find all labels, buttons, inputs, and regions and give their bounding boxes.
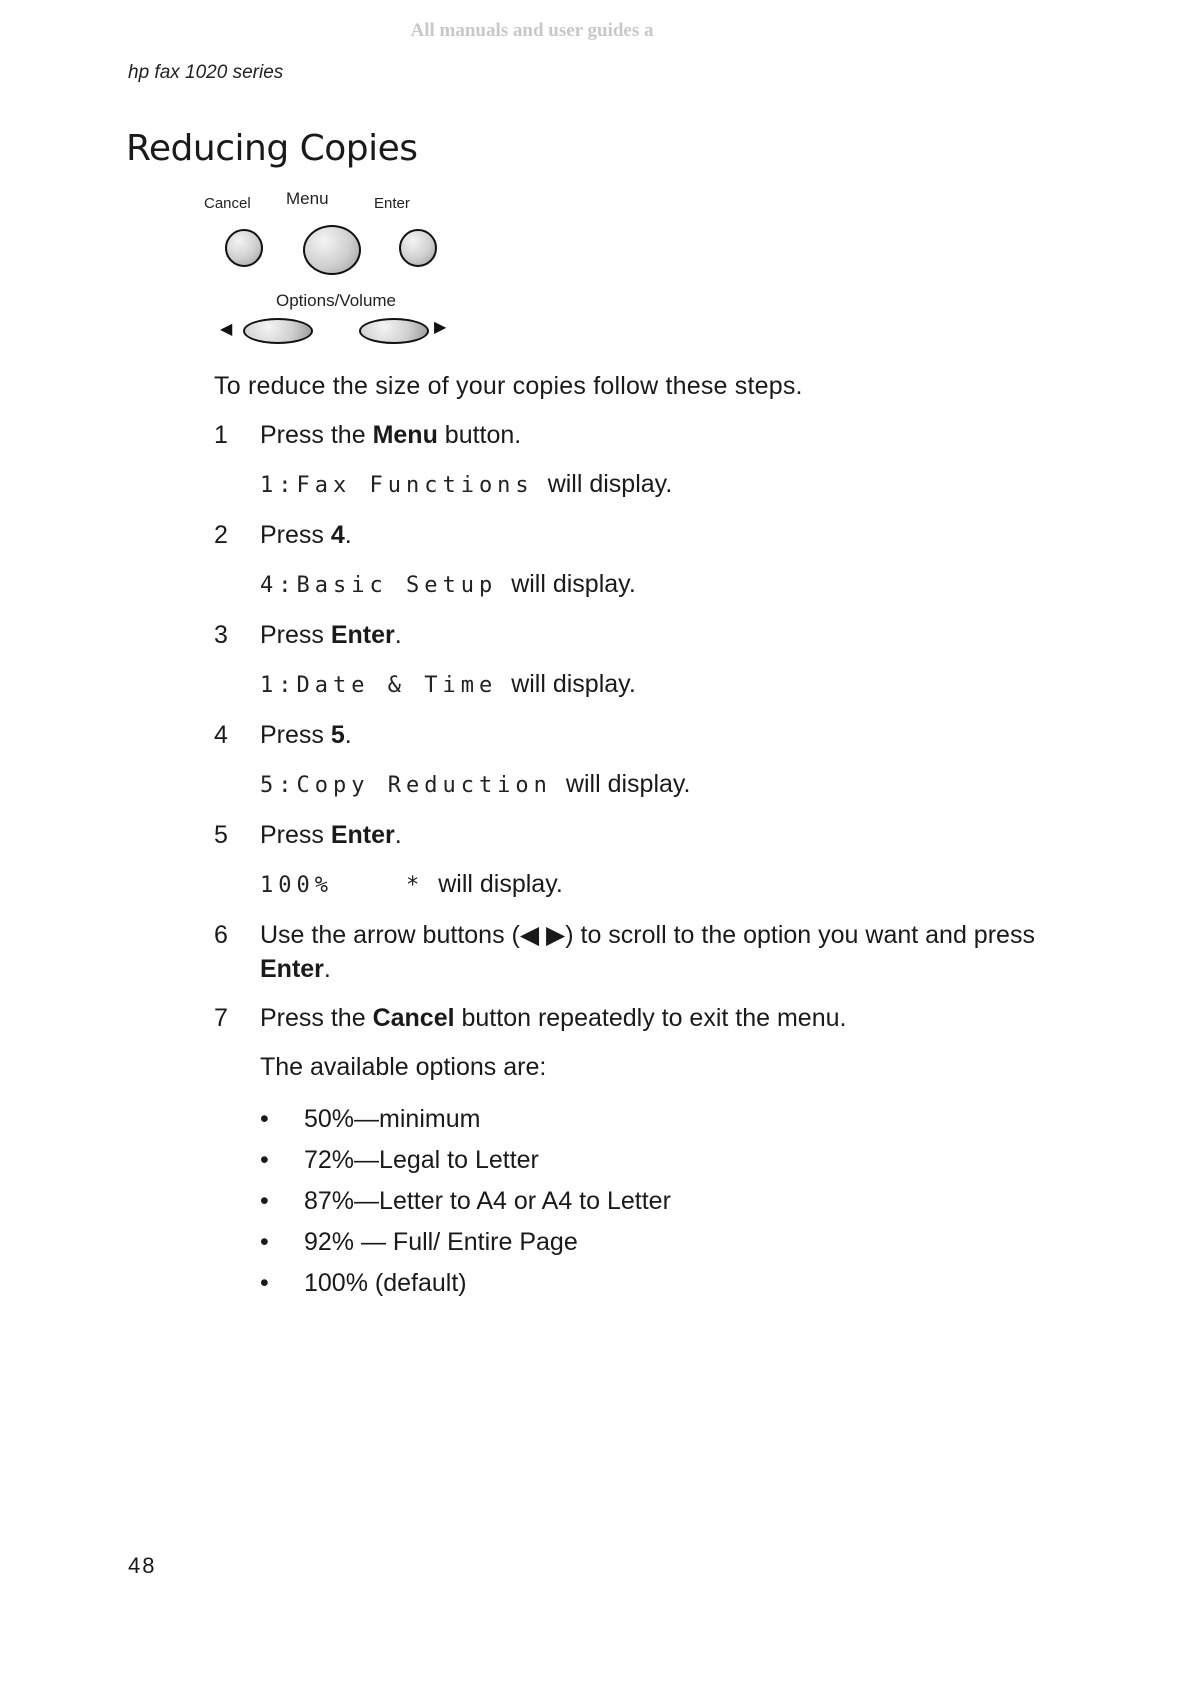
- cancel-label: Cancel: [204, 195, 251, 212]
- display-message: 4:Basic Setup will display.: [260, 570, 636, 598]
- options-volume-label: Options/Volume: [276, 291, 397, 310]
- enter-label: Enter: [374, 195, 410, 212]
- list-item: • 92% — Full/ Entire Page: [260, 1228, 578, 1256]
- list-item: • 87%—Letter to A4 or A4 to Letter: [260, 1187, 671, 1215]
- options-intro: The available options are:: [260, 1053, 547, 1081]
- watermark: All manuals and user guides a: [410, 20, 654, 41]
- right-arrow-icon: ▶: [434, 319, 447, 336]
- display-message: 1:Fax Functions will display.: [260, 470, 673, 498]
- step-2: 2 Press 4.: [214, 521, 352, 549]
- list-item: • 100% (default): [260, 1269, 467, 1297]
- step-3: 3 Press Enter.: [214, 621, 402, 649]
- menu-label: Menu: [286, 189, 329, 208]
- step-4: 4 Press 5.: [214, 721, 352, 749]
- step-7: 7 Press the Cancel button repeatedly to exit the menu.: [214, 1004, 847, 1032]
- list-item: • 72%—Legal to Letter: [260, 1146, 539, 1174]
- display-message: 5:Copy Reduction will display.: [260, 770, 691, 798]
- menu-button-icon: [303, 225, 361, 275]
- list-item: • 50%—minimum: [260, 1105, 481, 1133]
- display-message: 100% * will display.: [260, 870, 563, 898]
- step-1: 1 Press the Menu button.: [214, 421, 522, 449]
- display-message: 1:Date & Time will display.: [260, 670, 636, 698]
- step-6: 6 Use the arrow buttons (◀ ▶) to scroll to the option you want and press Enter.: [214, 921, 1035, 983]
- left-arrow-icon: ◀: [220, 321, 233, 338]
- enter-button-icon: [399, 229, 437, 267]
- option-right-button-icon: [359, 318, 429, 344]
- page-title: Reducing Copies: [126, 128, 418, 169]
- running-head: hp fax 1020 series: [128, 62, 284, 83]
- option-left-button-icon: [243, 318, 313, 344]
- steps-list: [214, 418, 1074, 1307]
- page-number: 48: [128, 1553, 157, 1578]
- control-panel-illustration: [204, 189, 470, 355]
- intro-text: To reduce the size of your copies follow these steps.: [214, 372, 803, 400]
- step-5: 5 Press Enter.: [214, 821, 402, 849]
- options-list: [214, 1102, 1074, 1300]
- cancel-button-icon: [225, 229, 263, 267]
